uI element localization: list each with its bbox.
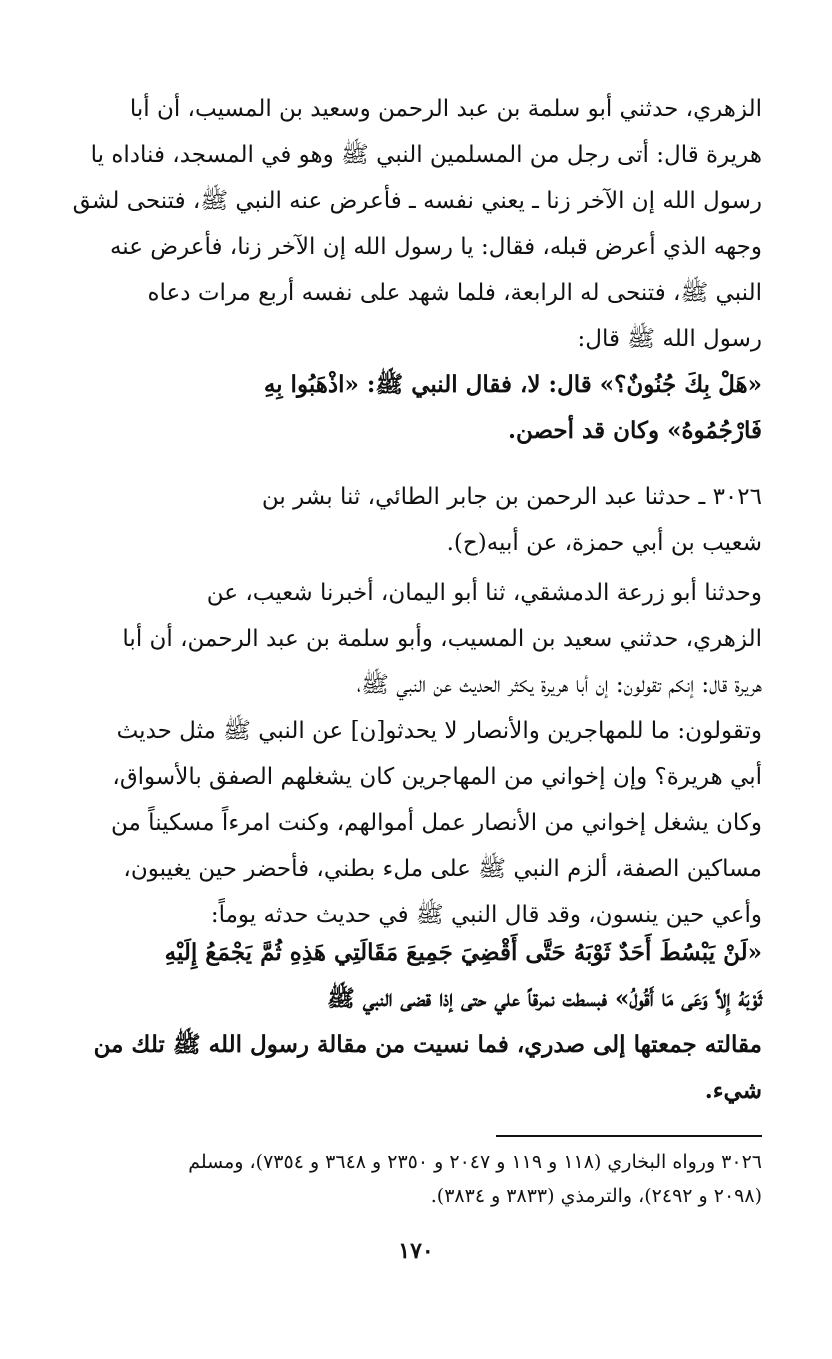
text-line: وجهه الذي أعرض قبله، فقال: يا رسول الله إن الآخر زنا، فأعرض عنه <box>109 234 762 260</box>
text-line: أبي هريرة؟ وإن إخواني من المهاجرين كان يشغلهم الصفق بالأسواق، <box>112 764 762 790</box>
prophetic-quote-2 <box>62 930 762 1114</box>
hadith-paragraph-1 <box>62 86 762 362</box>
text-line: رسول الله ﷺ قال: <box>577 326 762 352</box>
text-line: شعيب بن أبي حمزة، عن أبيه(ح). <box>446 530 762 556</box>
footnote-divider <box>496 1135 762 1137</box>
text-line: رسول الله إن الآخر زنا ـ يعني نفسه ـ فأعرض عنه النبي ﷺ، فتنحى لشق <box>72 188 762 214</box>
text-line: هريرة قال: إنكم تقولون: إن أبا هريرة يكثر الحديث عن النبي ﷺ، <box>356 672 762 698</box>
text-line: هريرة قال: أتى رجل من المسلمين النبي ﷺ وهو في المسجد، فناداه يا <box>90 142 762 168</box>
text-line: النبي ﷺ، فتنحى له الرابعة، فلما شهد على نفسه أربع مرات دعاه <box>147 280 762 306</box>
footnote-line: ٣٠٢٦ ورواه البخاري (١١٨ و ١١٩ و ٢٠٤٧ و ٢٣٥٠ و ٣٦٤٨ و ٧٣٥٤)، ومسلم <box>188 1151 762 1173</box>
text-line: وتقولون: ما للمهاجرين والأنصار لا يحدثو[ن] عن النبي ﷺ مثل حديث <box>116 718 762 744</box>
text-line: وأعي حين ينسون، وقد قال النبي ﷺ في حديث حدثه يوماً: <box>210 902 762 928</box>
footnote-line: (٢٠٩٨ و ٢٤٩٢)، والترمذي (٣٨٣٣ و ٣٨٣٤). <box>430 1185 762 1207</box>
quote-line: فَارْجُمُوهُ» وكان قد أحصن. <box>507 417 762 444</box>
prophetic-quote-1 <box>62 362 762 454</box>
page-number: ١٧٠ <box>398 1238 434 1264</box>
quote-line: ثَوْبَهُ إِلاَّ وَعَى مَا أَقُولُ» فبسطت نمرقاً علي حتى إذا قضى النبي ﷺ <box>326 985 762 1012</box>
text-line: الزهري، حدثني سعيد بن المسيب، وأبو سلمة بن عبد الرحمن، أن أبا <box>122 626 762 652</box>
footnote <box>62 1145 762 1213</box>
quote-line: «لَنْ يَبْسُطَ أَحَدٌ ثَوْبَهُ حَتَّى أَقْضِيَ جَمِيعَ مَقَالَتِي هَذِهِ ثُمَّ يَجْمَعُ إِلَيْهِ <box>164 939 762 966</box>
text-line: ٣٠٢٦ ـ حدثنا عبد الرحمن بن جابر الطائي، ثنا بشر بن <box>261 484 762 510</box>
hadith-3026-header <box>62 474 762 566</box>
text-line: وكان يشغل إخواني من الأنصار عمل أموالهم، وكنت امرءاً مسكيناً من <box>111 810 762 836</box>
text-line: مساكين الصفة، ألزم النبي ﷺ على ملء بطني، فأحضر حين يغيبون، <box>123 856 762 882</box>
text-line: الزهري، حدثني أبو سلمة بن عبد الرحمن وسعيد بن المسيب، أن أبا <box>129 96 762 122</box>
text-line: وحدثنا أبو زرعة الدمشقي، ثنا أبو اليمان، أخبرنا شعيب، عن <box>206 580 762 606</box>
quote-line: «هَلْ بِكَ جُنُونٌ؟» قال: لا، فقال النبي ﷺ: «اذْهَبُوا بِهِ <box>263 371 762 398</box>
quote-line: شيء. <box>704 1077 762 1104</box>
hadith-paragraph-3 <box>62 570 762 938</box>
quote-line: مقالته جمعتها إلى صدري، فما نسيت من مقالة رسول الله ﷺ تلك من <box>93 1031 762 1058</box>
